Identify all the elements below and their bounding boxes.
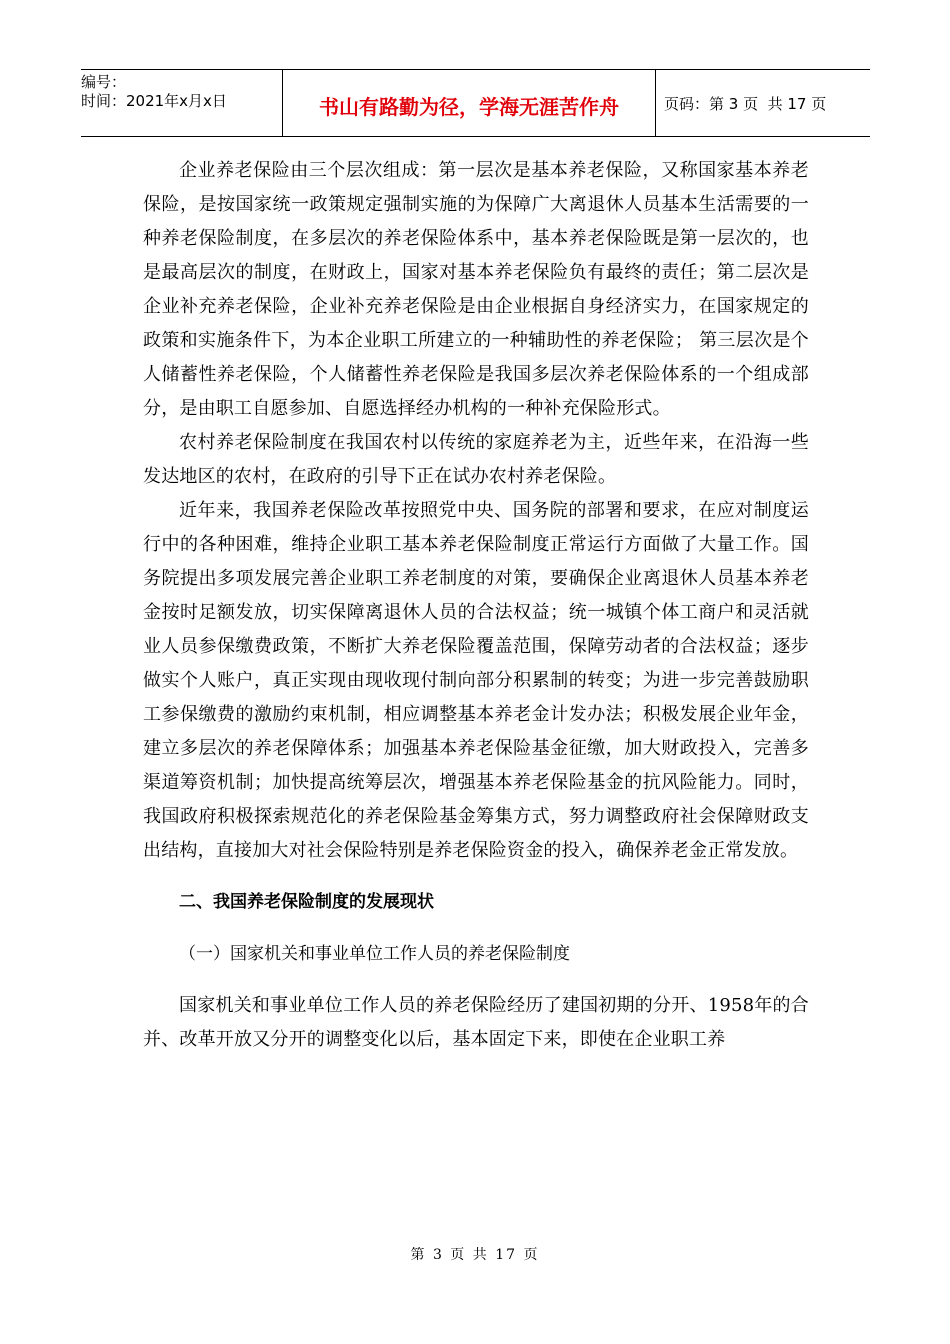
document-body — [143, 154, 809, 1057]
header-page-info: 页码：第 3 页 共 17 页 — [664, 94, 827, 113]
header-meta-cell — [81, 70, 282, 136]
header-motto: 书山有路勤为径，学海无涯苦作舟 — [319, 94, 619, 119]
header-motto-cell — [282, 70, 656, 136]
footer-page-number: 第 3 页 共 17 页 — [410, 1247, 540, 1263]
paragraph-rural-pension: 农村养老保险制度在我国农村以传统的家庭养老为主，近些年来，在沿海一些发达地区的农村，在政府的引导下正在试办农村养老保险。 — [143, 432, 809, 487]
subsection-heading: （一）国家机关和事业单位工作人员的养老保险制度 — [179, 944, 570, 964]
spacer — [143, 919, 809, 937]
section-heading: 二、我国养老保险制度的发展现状 — [179, 892, 434, 912]
paragraph-recent-reforms: 近年来，我国养老保险改革按照党中央、国务院的部署和要求，在应对制度运行中的各种困难，维持企业职工基本养老保险制度正常运行方面做了大量工作。国务院提出多项发展完善企业职工养老制度的对策，要确保企业离退休人员基本养老金按时足额发放，切实保障离退休人员的合法权益；统一城镇个体工商户和灵活就业人员参保缴费政策，不断扩大养老保险覆盖范围，保障劳动者的合法权益；逐步做实个人账户，真正实现由现收现付制向部分积累制的转变；为进一步完善鼓励职工参保缴费的激励约束机制，相应调整基本养老金计发办法；积极发展企业年金，建立多层次的养老保障体系；加强基本养老保险基金征缴，加大财政投入，完善多渠道筹资机制；加快提高统筹层次，增强基本养老保险基金的抗风险能力。同时，我国政府积极探索规范化的养老保险基金筹集方式，努力调整政府社会保障财政支出结构，直接加大对社会保险特别是养老保险资金的投入，确保养老金正常发放。 — [143, 500, 809, 861]
paragraph-pension-tiers: 企业养老保险由三个层次组成：第一层次是基本养老保险，又称国家基本养老保险，是按国家统一政策规定强制实施的为保障广大离退休人员基本生活需要的一种养老保险制度，在多层次的养老保险体系中，基本养老保险既是第一层次的，也是最高层次的制度，在财政上，国家对基本养老保险负有最终的责任；第二层次是企业补充养老保险，企业补充养老保险是由企业根据自身经济实力，在国家规定的政策和实施条件下，为本企业职工所建立的一种辅助性的养老保险； 第三层次是个人储蓄性养老保险，个人储蓄性养老保险是我国多层次养老保险体系的一个组成部分，是由职工自愿参加、自愿选择经办机构的一种补充保险形式。 — [143, 160, 809, 419]
spacer — [143, 971, 809, 989]
page-footer — [0, 1244, 950, 1264]
header-page-cell — [656, 70, 870, 136]
doc-number-label: 编号： — [81, 73, 127, 91]
spacer — [143, 868, 809, 885]
page-header — [81, 69, 870, 137]
paragraph-government-pension: 国家机关和事业单位工作人员的养老保险经历了建国初期的分开、1958年的合并、改革开放又分开的调整变化以后，基本固定下来，即使在企业职工养 — [143, 995, 809, 1050]
date-label: 时间：2021年x月x日 — [81, 92, 227, 110]
